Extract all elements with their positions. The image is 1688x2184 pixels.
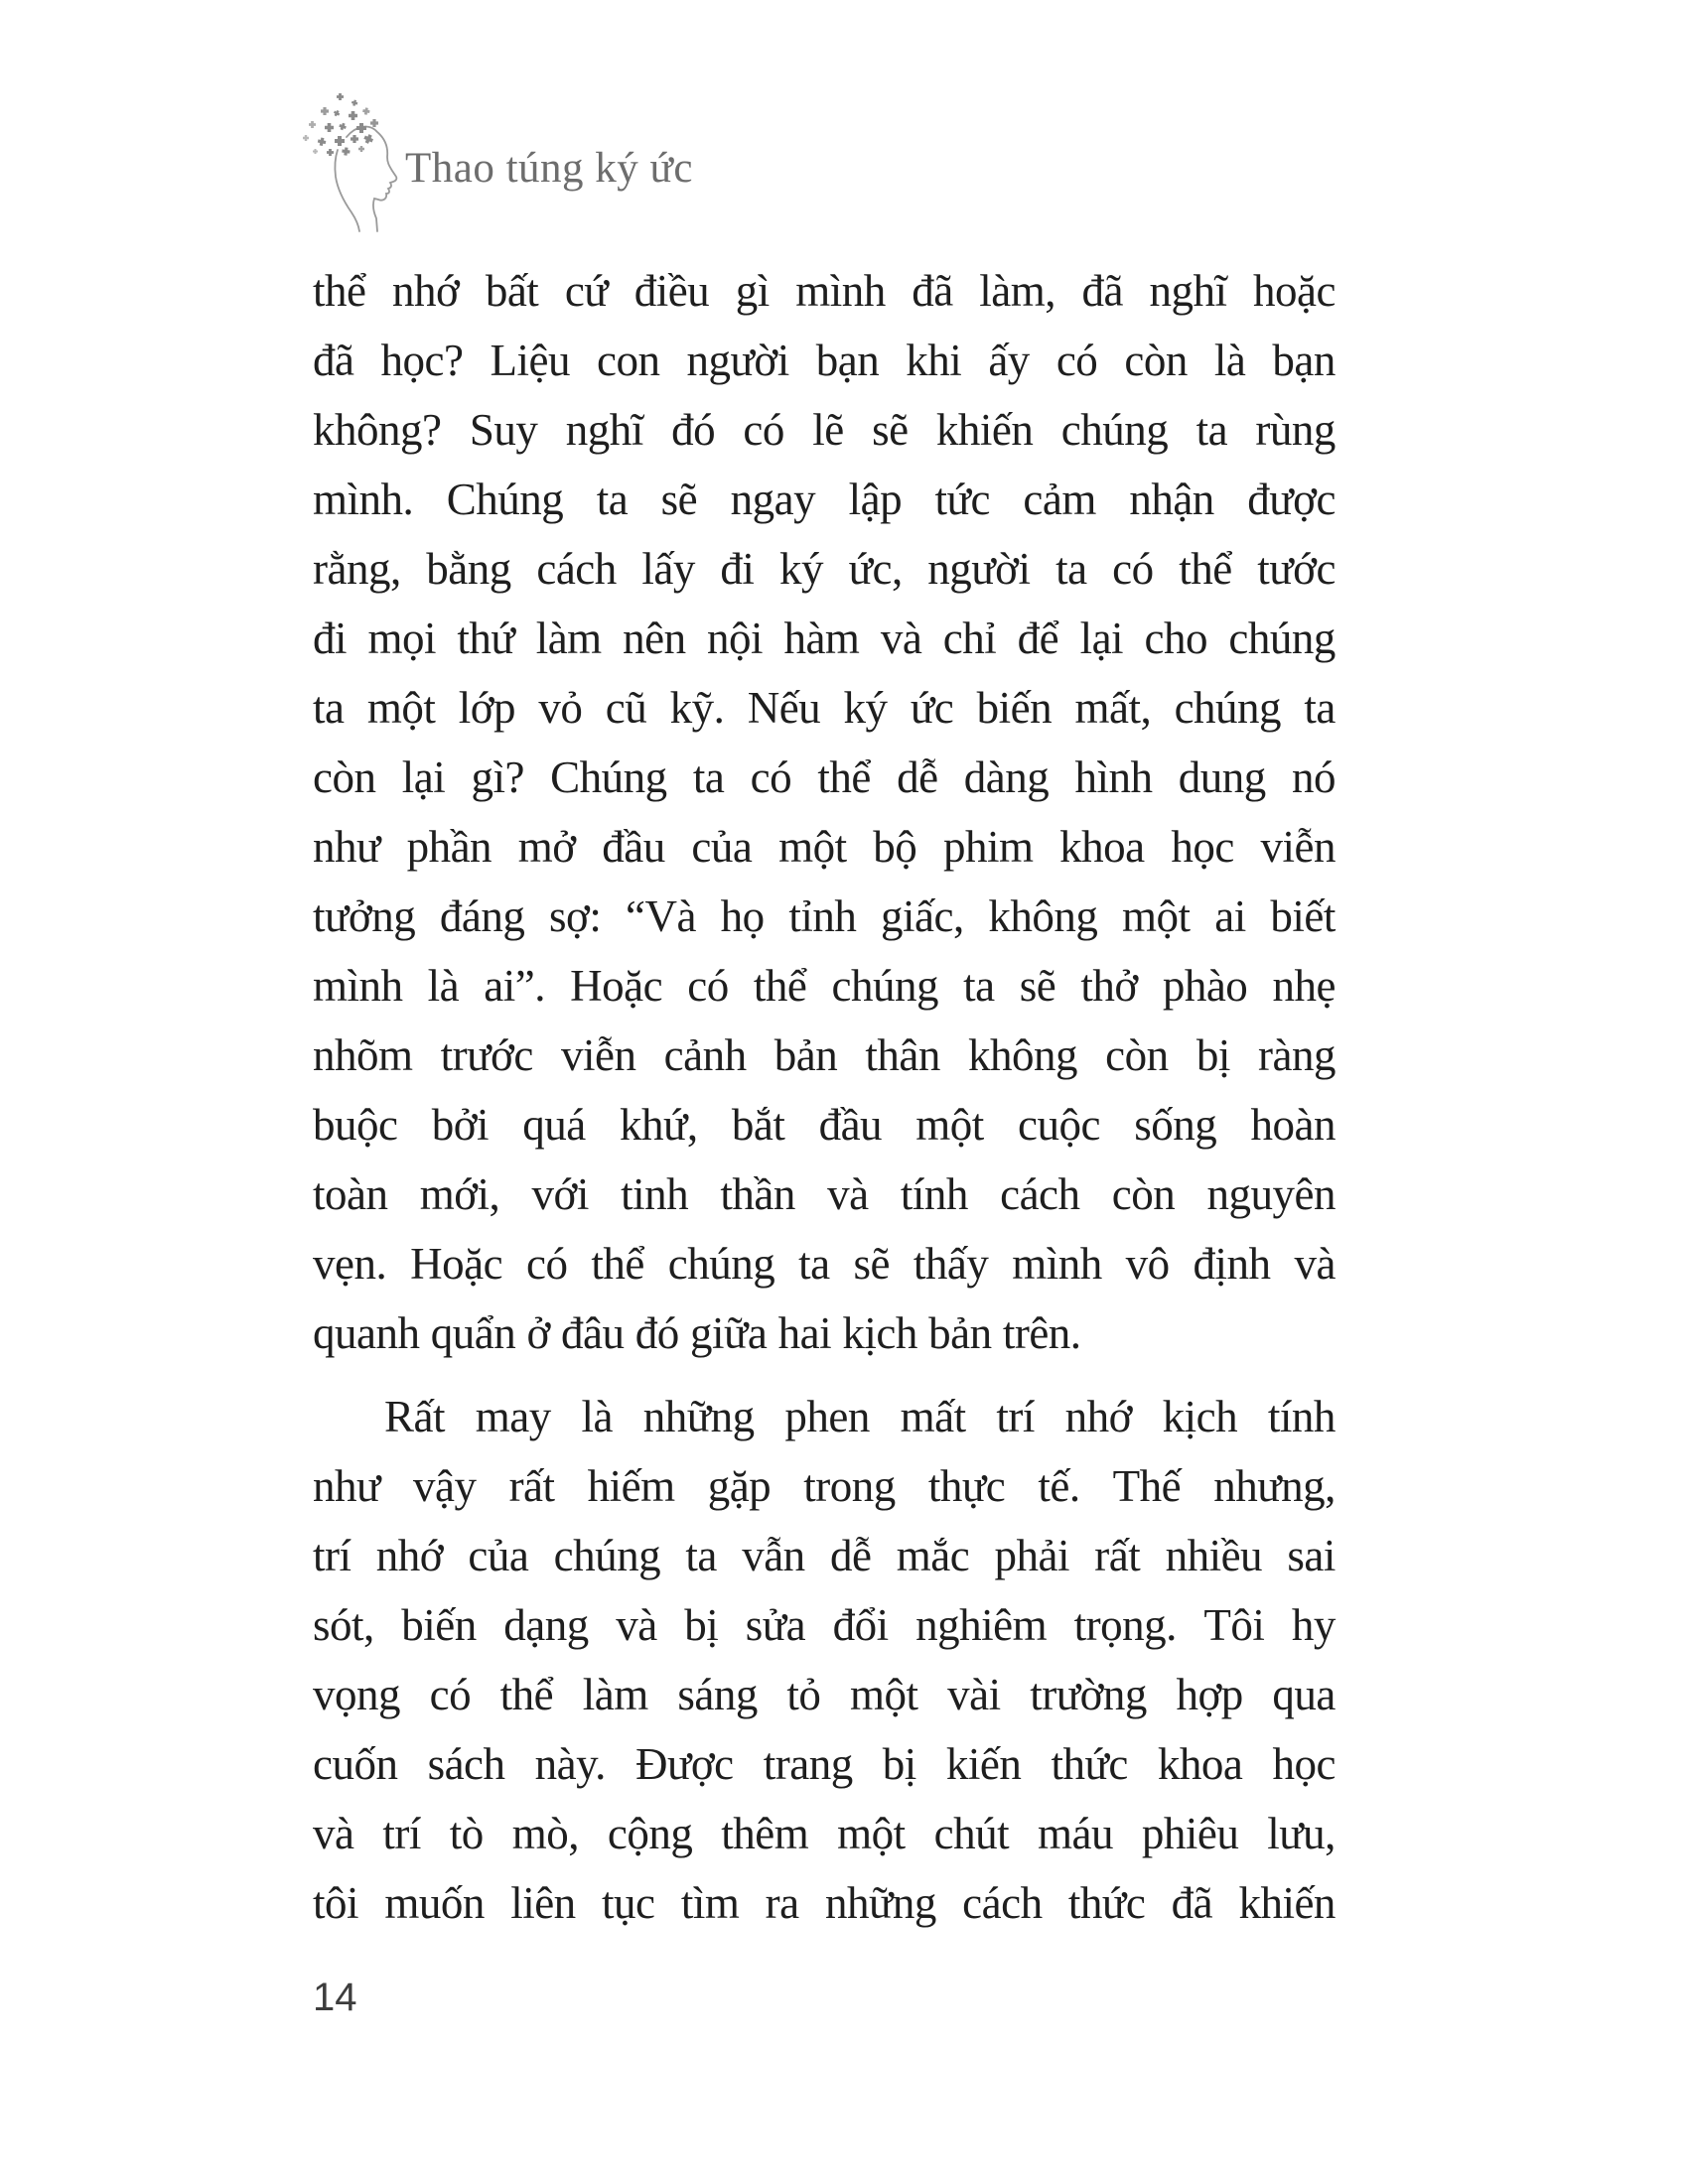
text-line: cuốn sách này. Được trang bị kiến thức khoa học: [313, 1739, 1336, 1789]
text-line: như vậy rất hiếm gặp trong thực tế. Thế nhưng,: [313, 1461, 1336, 1511]
text-line: mình. Chúng ta sẽ ngay lập tức cảm nhận được: [313, 475, 1336, 524]
text-line: như phần mở đầu của một bộ phim khoa học viễn: [313, 822, 1336, 872]
text-line: thể nhớ bất cứ điều gì mình đã làm, đã nghĩ hoặc: [313, 266, 1336, 316]
paragraph: [313, 256, 1336, 1368]
text-line: còn lại gì? Chúng ta có thể dễ dàng hình dung nó: [313, 752, 1336, 802]
text-line: tưởng đáng sợ: “Và họ tỉnh giấc, không một ai biết: [313, 891, 1336, 941]
text-line: sót, biến dạng và bị sửa đổi nghiêm trọng. Tôi hy: [313, 1600, 1336, 1650]
text-line: vọng có thể làm sáng tỏ một vài trường hợp qua: [313, 1670, 1336, 1719]
text-line: rằng, bằng cách lấy đi ký ức, người ta có thể tước: [313, 544, 1336, 594]
text-line: mình là ai”. Hoặc có thể chúng ta sẽ thở phào nhẹ: [313, 961, 1336, 1011]
text-line: Rất may là những phen mất trí nhớ kịch tính: [384, 1392, 1336, 1441]
text-line: vẹn. Hoặc có thể chúng ta sẽ thấy mình vô định và: [313, 1239, 1336, 1289]
text-line: buộc bởi quá khứ, bắt đầu một cuộc sống hoàn: [313, 1100, 1336, 1150]
text-line: trí nhớ của chúng ta vẫn dễ mắc phải rất nhiều sai: [313, 1531, 1336, 1580]
text-line: và trí tò mò, cộng thêm một chút máu phiêu lưu,: [313, 1809, 1336, 1858]
paragraph: [313, 1382, 1336, 1938]
text-line: không? Suy nghĩ đó có lẽ sẽ khiến chúng ta rùng: [313, 405, 1336, 455]
text-line: tôi muốn liên tục tìm ra những cách thức đã khiến: [313, 1878, 1336, 1928]
text-line: quanh quẩn ở đâu đó giữa hai kịch bản trên.: [313, 1308, 1081, 1358]
text-line: đi mọi thứ làm nên nội hàm và chỉ để lại cho chúng: [313, 614, 1336, 663]
page-number: 14: [313, 1976, 357, 2019]
text-line: toàn mới, với tinh thần và tính cách còn nguyên: [313, 1169, 1336, 1219]
text-line: đã học? Liệu con người bạn khi ấy có còn là bạn: [313, 336, 1336, 385]
text-line: nhõm trước viễn cảnh bản thân không còn bị ràng: [313, 1030, 1336, 1080]
running-head-title: Thao túng ký ức: [405, 145, 693, 192]
text-line: ta một lớp vỏ cũ kỹ. Nếu ký ức biến mất, chúng ta: [313, 683, 1336, 733]
body-text: [313, 256, 1336, 1938]
